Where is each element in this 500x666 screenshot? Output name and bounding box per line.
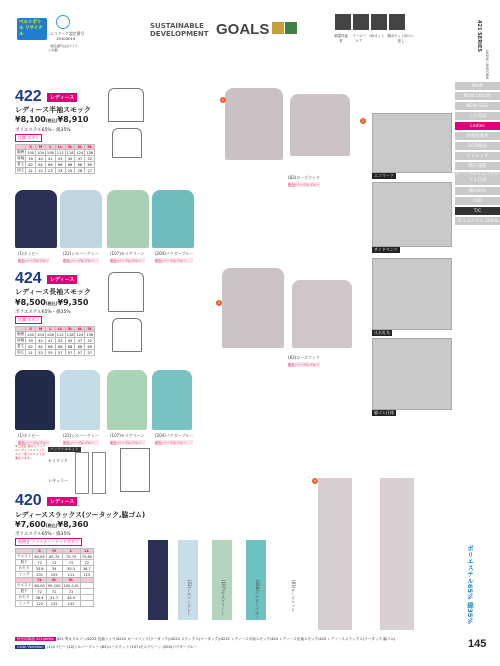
size-cell: 肩幅 — [17, 156, 25, 160]
size-cell: 36.7 — [80, 566, 93, 572]
size-cell: 72 — [80, 560, 93, 566]
size-cell: LL — [55, 327, 65, 332]
size-cell: ウエスト — [17, 583, 32, 587]
product-424-badge: レディース — [47, 275, 77, 284]
page-number: 145 — [468, 638, 487, 650]
pants-silhouette-header: バンツシルエット — [50, 447, 79, 451]
size-cell: 68 — [75, 162, 85, 168]
size-cell: 105 — [46, 572, 62, 578]
size-cell: 70-75 — [62, 554, 80, 560]
pants-silhouette-drawing-1 — [75, 452, 89, 494]
size-cell: 57 — [85, 350, 95, 356]
size-cell: 100 — [27, 332, 35, 337]
size-cell: 111 — [62, 572, 80, 578]
product-422-number: 422 — [15, 88, 42, 105]
size-cell: 43 — [55, 338, 65, 344]
size-cell: 3L — [65, 145, 75, 150]
style-label-regular: レギュラー — [48, 478, 68, 483]
size-cell: 118 — [66, 150, 74, 155]
pants-caption: (22)シルバーグレー — [187, 580, 192, 617]
pet-recycle-logo: ベルトボトル リサイクル — [17, 18, 47, 40]
size-cell: 64 — [36, 162, 46, 168]
detail-eco-mark-photo — [372, 113, 452, 173]
model-424 — [222, 268, 284, 348]
size-cell: 胸囲 — [17, 332, 25, 336]
product-420-price: ¥7,600(税込)¥8,360 — [15, 520, 89, 529]
product-422-line-drawing-back — [112, 128, 142, 158]
sidebar-category-2: NEW COLOR — [455, 92, 500, 101]
detail-name-tag-photo — [372, 258, 452, 330]
size-cell: 22 — [36, 168, 46, 174]
eco-number: 19103014 — [56, 36, 76, 41]
size-cell: 101 — [33, 572, 46, 578]
color-caption: (1)ネイビー 配色:バーブルブルー — [18, 433, 50, 445]
color-caption: (204)パウダーブルー 配色:バーブルブルー — [155, 433, 194, 445]
product-424-name: レディース長袖スモック — [15, 288, 91, 296]
size-cell: 72 — [33, 589, 46, 595]
size-row — [16, 350, 95, 356]
product-420-number: 420 — [15, 492, 42, 509]
size-cell: 65-70 — [46, 554, 62, 560]
size-cell: ウエスト — [17, 554, 32, 558]
color-caption: (1)ネイビー 配色:バーブルブルー — [18, 251, 50, 263]
product-424-closure: 比翼 ボタン — [15, 316, 42, 324]
detail-side-pen-photo — [372, 182, 452, 247]
size-cell: 43 — [55, 156, 65, 162]
size-cell: 24 — [55, 168, 65, 174]
size-cell: 68 — [65, 344, 75, 350]
size-cell: 72 — [33, 560, 46, 566]
size-cell: S — [33, 549, 46, 554]
size-cell: M — [36, 327, 46, 332]
color-swatch-2 — [60, 370, 100, 430]
size-cell: L — [45, 327, 55, 332]
size-cell: 57 — [65, 350, 75, 356]
size-cell: 72 — [62, 560, 80, 566]
size-row — [16, 168, 95, 174]
size-cell: 69 — [85, 162, 95, 168]
size-cell: LL — [55, 145, 65, 150]
detail-label-name-tag: 氏名札布 — [374, 330, 390, 335]
pants-caption: (1)ネイビー — [157, 580, 162, 602]
color-swatch-4 — [152, 190, 194, 248]
sidebar-category-11: 綿100% — [455, 187, 500, 196]
style-label-semiwide: セミワイド — [48, 458, 68, 463]
sdg-icon-13 — [285, 22, 297, 34]
product-420-badge: レディース — [47, 497, 77, 506]
color-caption-main: (83)ローズウッド 配色:バーブルブルー — [288, 175, 320, 187]
sidebar-category-1: NEW — [455, 82, 500, 91]
sidebar-category-8: ストレッチ — [455, 152, 500, 161]
product-424-price: ¥8,500(税込)¥9,350 — [15, 298, 89, 307]
product-422-closure: 比翼 ボタン — [15, 134, 42, 142]
size-cell: 108 — [46, 150, 54, 155]
product-424-back — [292, 280, 352, 348]
size-cell: L — [62, 549, 80, 554]
product-422-material: ポリエステル65%・綿35% — [15, 128, 71, 133]
size-cell: 104 — [37, 332, 44, 337]
footer-color-row — [15, 645, 442, 650]
size-cell: 69 — [85, 344, 95, 350]
sidebar-category-6: 制電性素材 — [455, 132, 500, 141]
size-cell: 3L — [33, 578, 46, 583]
size-cell: 胸囲 — [17, 150, 25, 154]
sidebar-category-14: ポリエステル 100% — [455, 217, 500, 226]
sdg-goals: GOALS — [216, 21, 270, 38]
sdg-icon-12 — [272, 22, 284, 34]
sidebar-category-5: Ladies — [455, 122, 500, 131]
size-cell: 袖丈 — [17, 168, 25, 172]
footer-color-label: Color Variation — [17, 645, 44, 649]
product-420-note: ※ご注意 他のシリーズのレディーススラックスと一部シルエットが異なります。 — [15, 444, 46, 460]
size-cell: 41 — [45, 156, 55, 162]
eco-mark-icon — [56, 15, 70, 29]
size-cell: 25 — [65, 168, 75, 174]
size-cell: 68 — [75, 344, 85, 350]
size-cell: ヒップ — [16, 601, 33, 607]
detail-label-side-pen: サイドペンツ — [374, 247, 398, 252]
pants-model-back — [380, 478, 414, 630]
size-cell: 112 — [56, 150, 64, 155]
size-cell: 47 — [75, 338, 85, 344]
size-cell: 68 — [65, 162, 75, 168]
size-cell: 72 — [46, 589, 62, 595]
size-cell: 64 — [36, 344, 46, 350]
size-cell: 66 — [45, 344, 55, 350]
size-cell: 5L — [62, 578, 80, 583]
size-cell: 51 — [26, 350, 36, 356]
size-cell: 57 — [75, 350, 85, 356]
product-422-price: ¥8,100(税込)¥8,910 — [15, 115, 89, 124]
pants-caption: (107)モスグリーン — [221, 580, 226, 615]
product-422-line-drawing — [108, 88, 144, 122]
size-cell: 5L — [85, 145, 95, 150]
sidebar-category-13: T/C — [455, 207, 500, 216]
size-cell: 62 — [26, 344, 36, 350]
sdg-line2: DEVELOPMENT — [150, 30, 209, 38]
size-cell: 47 — [75, 156, 85, 162]
feature-labels: 制電性素材 イージーケア UVカット 胸ポケット用ペン差し — [334, 34, 415, 43]
color-caption-main: (83)ローズウッド 配色:バーブルブルー — [288, 355, 320, 367]
size-cell: 3L — [65, 327, 75, 332]
color-swatch-3 — [107, 190, 149, 248]
sidebar-category-9: 吸汗速乾 — [455, 162, 500, 171]
size-cell: ヒップ — [16, 572, 33, 578]
product-420-size-table — [15, 548, 94, 607]
size-cell: 60-65 — [34, 554, 45, 559]
model-422 — [225, 88, 283, 160]
product-424-material: ポリエステル65%・綿35% — [15, 310, 71, 315]
detail-pin-2: 2 — [361, 119, 365, 123]
size-cell: 118 — [66, 332, 74, 337]
size-cell: LL — [80, 549, 93, 554]
size-cell: 112 — [56, 332, 64, 337]
size-cell: 21 — [26, 168, 36, 174]
size-cell: 34 — [46, 566, 62, 572]
size-cell: 142 — [62, 601, 80, 607]
size-cell: 75-80 — [81, 554, 93, 559]
size-cell: 66 — [45, 162, 55, 168]
size-cell: 122 — [33, 601, 46, 607]
size-cell: 124 — [76, 332, 84, 337]
product-422-name: レディース半袖スモック — [15, 106, 91, 114]
sdg-line1: SUSTAINABLE — [150, 22, 204, 30]
side-fabric-label: ポリエステル65% 綿35% — [466, 545, 474, 624]
size-cell: 40 — [36, 156, 46, 162]
size-cell: 股下 — [16, 560, 33, 566]
product-424-line-drawing-back — [112, 318, 142, 352]
product-420-name: レディーススラックス(ツータック,脇ゴム) — [15, 511, 146, 519]
size-cell: 着丈 — [17, 162, 25, 166]
color-caption: (107)モスグリーン 配色:バーブルブルー — [110, 433, 145, 445]
size-cell: 38.4 — [33, 595, 46, 601]
detail-pin-1: 1 — [221, 98, 225, 102]
size-cell: わたり — [16, 595, 33, 601]
size-cell: 80-90 — [34, 583, 45, 588]
color-swatch-4 — [152, 370, 192, 430]
pants-caption-main: (83)ローズウッド — [291, 580, 296, 613]
size-cell: 104 — [37, 150, 44, 155]
size-cell: わたり — [16, 566, 33, 572]
size-cell: 52 — [85, 156, 95, 162]
color-caption: (204)パウダーブルー 配色:バーブルブルー — [155, 251, 194, 263]
size-cell: 肩幅 — [17, 338, 25, 342]
size-cell: 66 — [55, 344, 65, 350]
size-cell: 136 — [86, 150, 94, 155]
color-swatch-2 — [60, 190, 102, 248]
size-cell: 90-100 — [47, 583, 61, 588]
product-424-number: 424 — [15, 270, 42, 287]
sidebar-category-7: ECO商品 — [455, 142, 500, 151]
size-cell: 45 — [65, 338, 75, 344]
size-cell: 4L — [46, 578, 62, 583]
vertical-sub-title: WORK UNIFORM — [485, 50, 489, 80]
detail-label-waist-elastic: 脇ゴム仕様 — [374, 410, 394, 415]
detail-pin-4: 4 — [313, 479, 317, 483]
size-cell: 52 — [85, 338, 95, 344]
footer-color-items: (1)ネイビー (22)シルバーグレー (83)ローズウッド (107)モスグリーン (204)パウダーブルー — [46, 645, 197, 649]
size-cell: 着丈 — [17, 344, 25, 348]
size-cell: 53 — [36, 350, 46, 356]
size-cell: 5L — [85, 327, 95, 332]
color-caption: (22)シルバーグレー 配色:バーブルブルー — [63, 433, 99, 445]
sidebar-category-3: NEW SIZE — [455, 102, 500, 111]
size-cell: 33.6 — [33, 566, 46, 572]
size-cell: 44.5 — [62, 595, 80, 601]
size-cell: 27 — [85, 168, 95, 174]
detail-waist-elastic-photo — [372, 338, 452, 410]
color-caption: (22)シルバーグレー 配色:バーブルブルー — [63, 251, 99, 263]
size-cell: 136 — [86, 332, 94, 337]
color-swatch-3 — [107, 370, 147, 430]
product-420-material: ポリエステル65%・綿35% — [15, 532, 71, 537]
pants-caption: (204)パウダーブルー — [255, 580, 260, 619]
size-cell: 袖丈 — [17, 350, 25, 354]
sidebar-category-4: 主力商品 — [455, 112, 500, 121]
feature-icons — [335, 14, 405, 30]
product-424-size-table — [15, 326, 95, 356]
product-420-closure: 前開き ファスナー・ドットボタン — [15, 538, 82, 546]
sidebar-category-10: Pバンプルリエステル ゴム仕様 — [455, 172, 500, 186]
size-cell: 45 — [65, 156, 75, 162]
footer-series-row — [15, 637, 442, 642]
color-caption: (107)モスグリーン 配色:バーブルブルー — [110, 251, 145, 263]
detail-pin-3: 3 — [217, 301, 221, 305]
size-cell: 41.7 — [46, 595, 62, 601]
product-422-size-table — [15, 144, 95, 174]
color-swatch-1 — [15, 190, 57, 248]
size-cell: S — [26, 327, 36, 332]
product-422-back — [290, 94, 350, 156]
size-cell: 55 — [45, 350, 55, 356]
size-cell: 108 — [46, 332, 54, 337]
size-cell: 72 — [46, 560, 62, 566]
size-cell: 股下 — [16, 589, 33, 595]
size-row — [16, 601, 94, 607]
size-cell: 35.3 — [62, 566, 80, 572]
size-cell: 100 — [27, 150, 35, 155]
product-424-line-drawing — [108, 272, 144, 312]
size-cell: S — [26, 145, 36, 150]
vertical-series-title: 421 SERIES — [476, 20, 482, 52]
eco-note: （認定番号は全アイテム共通） — [48, 44, 78, 52]
size-cell: 4L — [75, 145, 85, 150]
size-cell: 4L — [75, 327, 85, 332]
size-cell: 115 — [80, 572, 93, 578]
size-cell: 39 — [26, 156, 36, 162]
size-cell: 39 — [26, 338, 36, 344]
size-cell: 57 — [55, 350, 65, 356]
size-cell: 132 — [46, 601, 62, 607]
size-cell: 72 — [62, 589, 80, 595]
color-swatch-1 — [15, 370, 55, 430]
footer-series-label: 秋冬用商品 421series — [17, 637, 54, 641]
product-422-badge: レディース — [47, 93, 77, 102]
size-cell: 62 — [26, 162, 36, 168]
detail-label-eco-mark: エコマーク — [374, 173, 394, 178]
pants-model-front — [318, 478, 352, 630]
size-cell: 41 — [45, 338, 55, 344]
sidebar-category-12: CVD — [455, 197, 500, 206]
size-cell: 23 — [45, 168, 55, 174]
footer-series-items: 421 男女プルゾン/4225 長袖シャツ/4220 カーゴパンツ(ツータック)/4223 スラックス(ツータック)/4222 レディース半袖スモック/424 レディース長袖スモック/420 レディーススラックス(ツータック,脇ゴム) — [56, 637, 396, 641]
eco-label: エコマーク認定番号 — [50, 31, 85, 36]
size-cell: M — [46, 549, 62, 554]
size-cell: 66 — [55, 162, 65, 168]
pants-silhouette-drawing-2 — [92, 452, 106, 494]
size-cell: 40 — [36, 338, 46, 344]
size-cell: M — [36, 145, 46, 150]
pants-line-drawing — [120, 448, 150, 492]
size-cell — [80, 601, 93, 607]
size-cell: 124 — [76, 150, 84, 155]
size-cell: 100-110 — [63, 583, 79, 588]
size-cell: 26 — [75, 168, 85, 174]
size-cell: L — [45, 145, 55, 150]
